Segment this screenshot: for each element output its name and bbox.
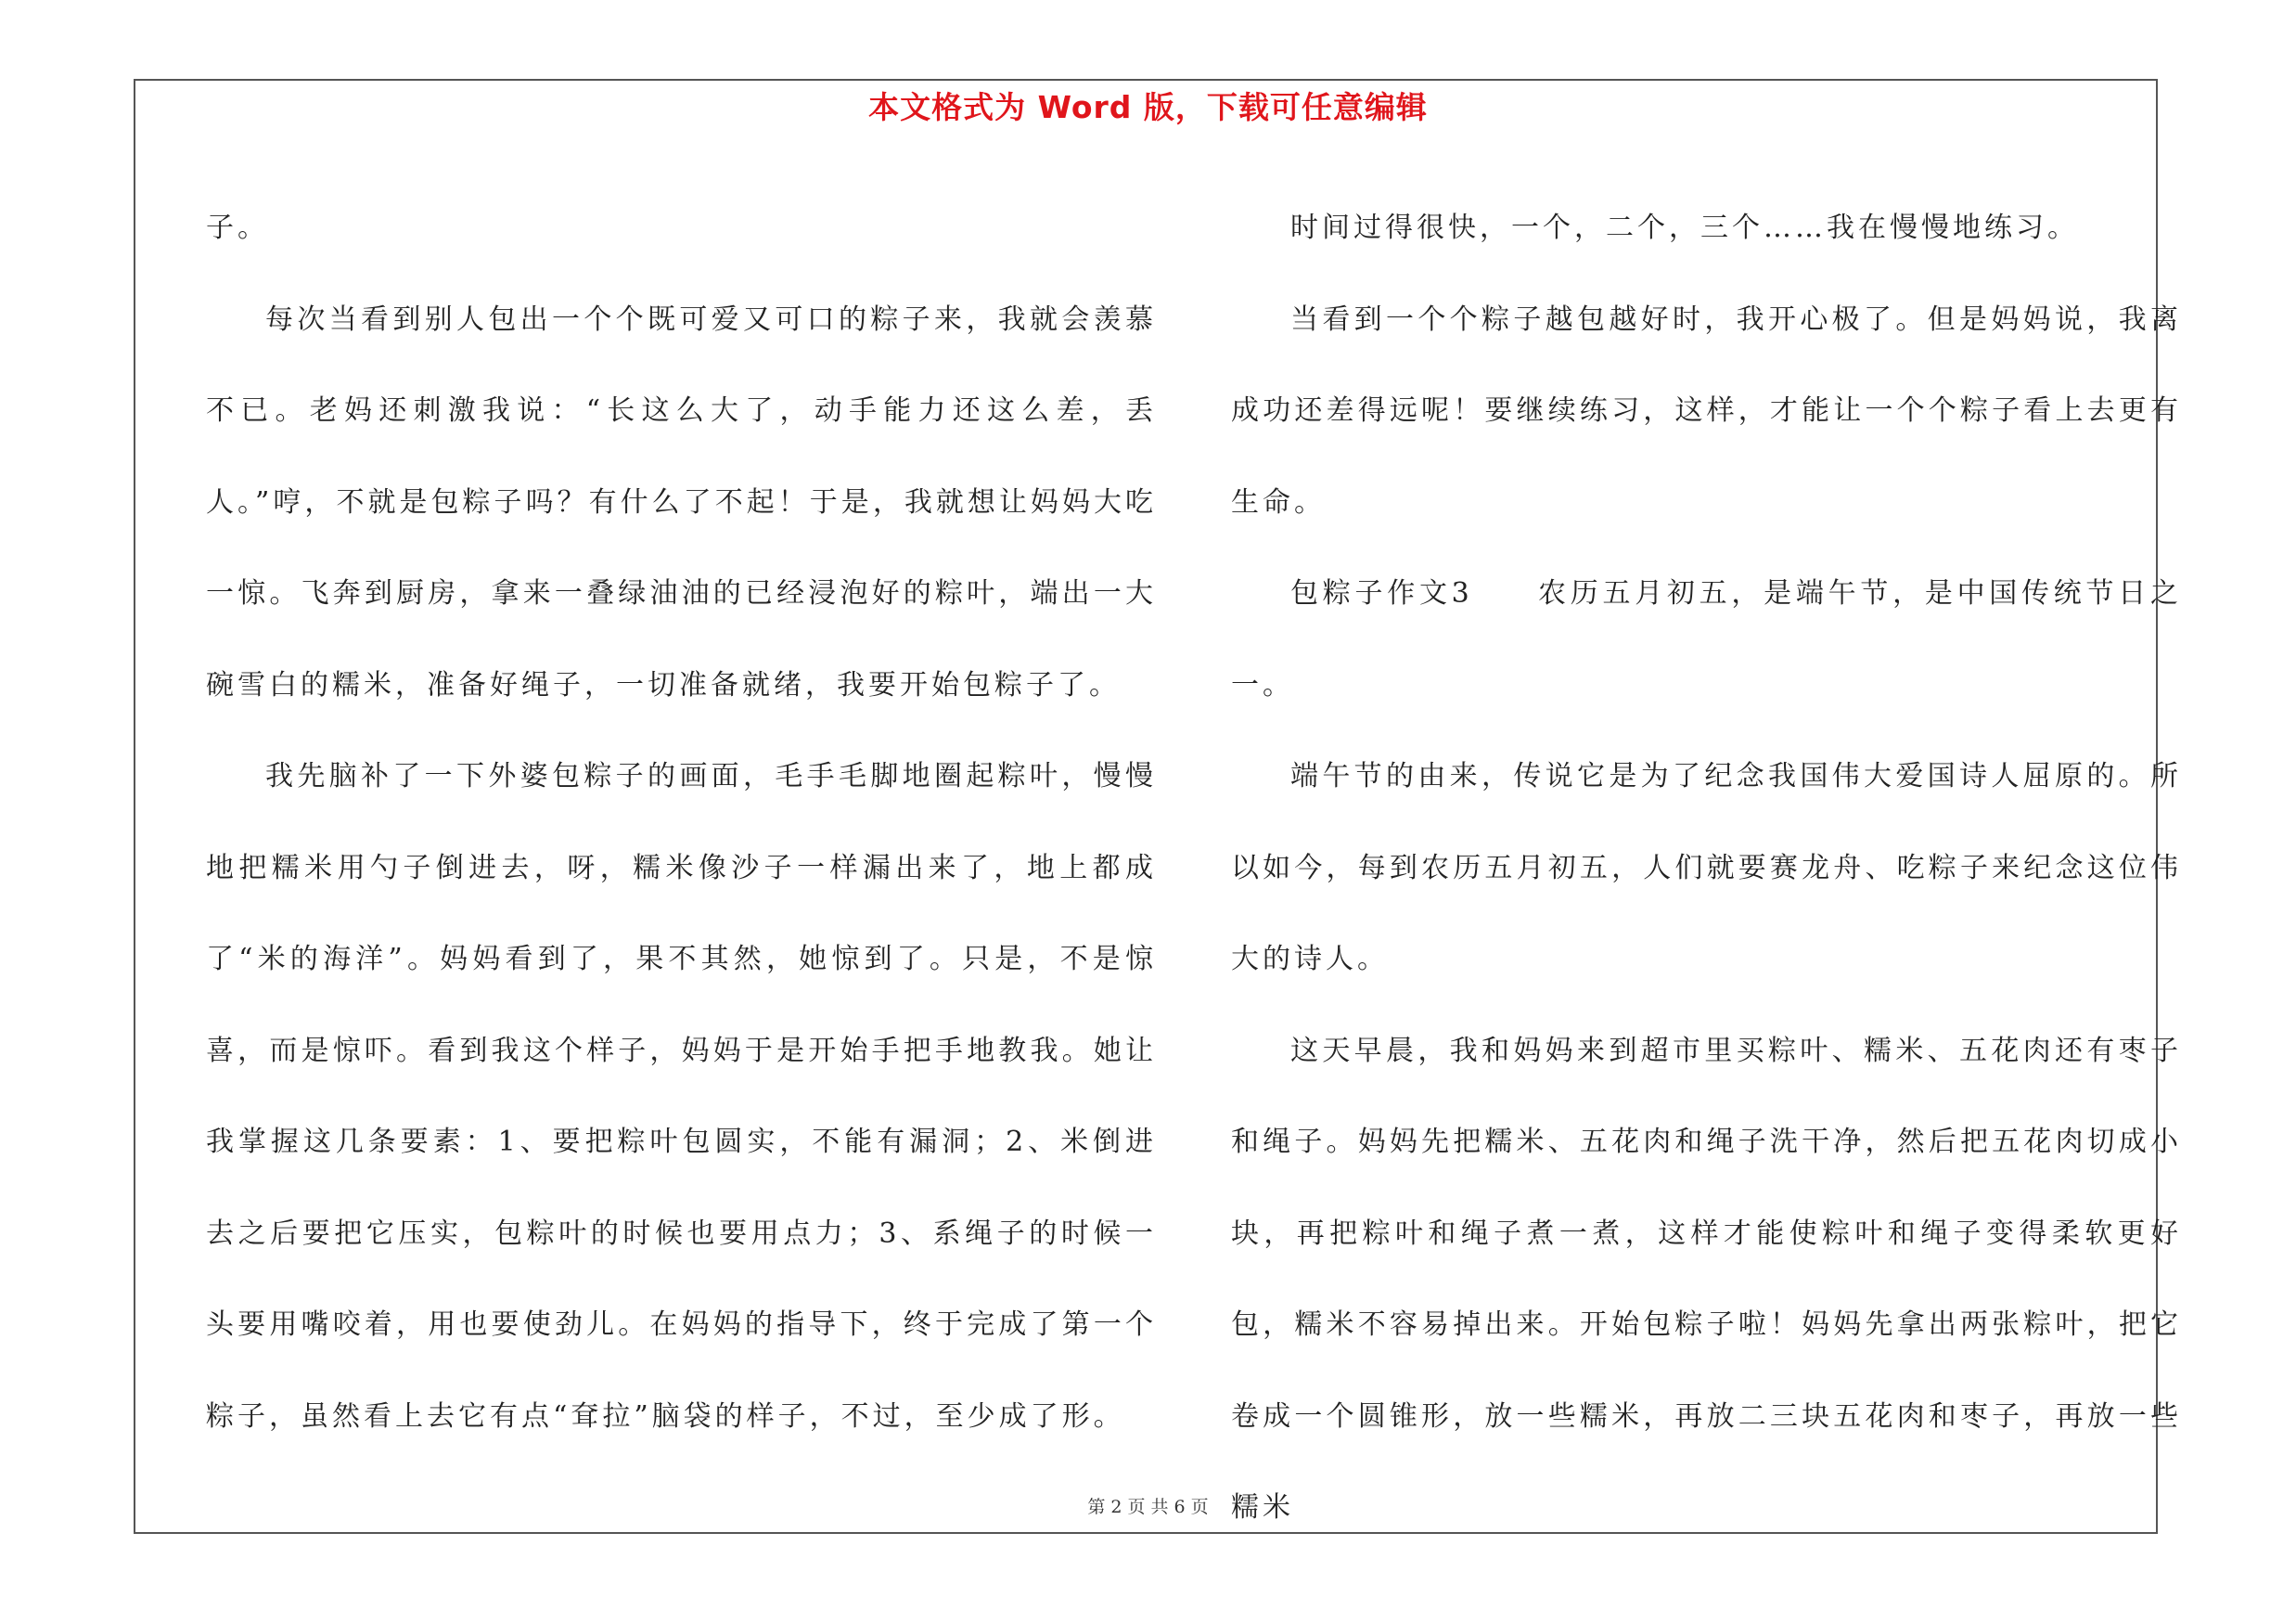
page-number: 第 2 页 共 6 页 <box>1087 1497 1209 1517</box>
paragraph: 端午节的由来，传说它是为了纪念我国伟大爱国诗人屈原的。所以如今，每到农历五月初五，人们就要赛龙舟、吃粽子来纪念这位伟大的诗人。 <box>1231 760 2182 975</box>
paragraph: 子。 <box>206 212 269 244</box>
paragraph: 当看到一个个粽子越包越好时，我开心极了。但是妈妈说，我离成功还差得远呢！要继续练习，这样，才能让一个个粽子看上去更有生命。 <box>1231 303 2182 519</box>
paragraph: 我先脑补了一下外婆包粽子的画面，毛手毛脚地圈起粽叶，慢慢地把糯米用勺子倒进去，呀，糯米像沙子一样漏出来了，地上都成了“米的海洋”。妈妈看到了，果不其然，她惊到了。只是，不是惊喜，而是惊吓。看到我这个样子，妈妈于是开始手把手地教我。她让我掌握这几条要素：1、要把粽叶包圆实，不能有漏洞；2、米倒进去之后要把它压实，包粽叶的时候也要用点力；3、系绳子的时候一头要用嘴咬着，用也要使劲儿。在妈妈的指导下，终于完成了第一个粽子，虽然看上去它有点“耷拉”脑袋的样子，不过，至少成了形。 <box>206 760 1157 1433</box>
paragraph: 每次当看到别人包出一个个既可爱又可口的粽子来，我就会羡慕不已。老妈还刺激我说：“长这么大了，动手能力还这么差，丢人。”哼，不就是包粽子吗？有什么了不起！于是，我就想让妈妈大吃一惊。飞奔到厨房，拿来一叠绿油油的已经浸泡好的粽叶，端出一大碗雪白的糯米，准备好绳子，一切准备就绪，我要开始包粽子了。 <box>206 303 1157 702</box>
paragraph: 这天早晨，我和妈妈来到超市里买粽叶、糯米、五花肉还有枣子和绳子。妈妈先把糯米、五花肉和绳子洗干净，然后把五花肉切成小块，再把粽叶和绳子煮一煮，这样才能使粽叶和绳子变得柔软更好包，糯米不容易掉出来。开始包粽子啦！妈妈先拿出两张粽叶，把它卷成一个圆锥形，放一些糯米，再放二三块五花肉和枣子，再放一些糯米 <box>1231 1034 2182 1524</box>
right-text-column <box>1231 183 2182 1554</box>
left-text-column <box>206 183 1157 1462</box>
paragraph: 时间过得很快，一个，二个，三个……我在慢慢地练习。 <box>1290 212 2079 244</box>
editable-notice-banner: 本文格式为 Word 版，下载可任意编辑 <box>868 89 1428 125</box>
paragraph: 包粽子作文3 农历五月初五，是端午节，是中国传统节日之一。 <box>1231 577 2182 702</box>
